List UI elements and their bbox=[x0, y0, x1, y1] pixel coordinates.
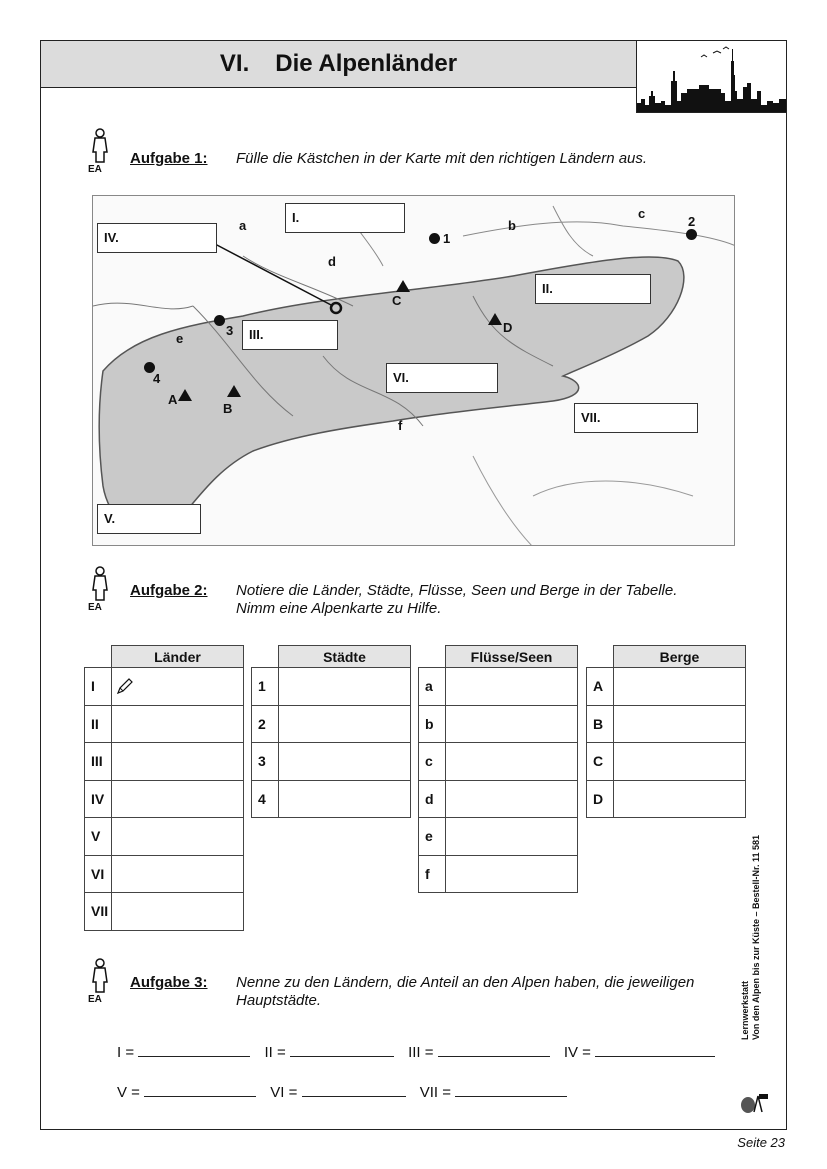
answer-cell[interactable] bbox=[614, 743, 746, 781]
mountain-label-d: D bbox=[503, 320, 513, 335]
table-row bbox=[419, 780, 578, 818]
answer-cell[interactable] bbox=[614, 780, 746, 818]
river-label-a: a bbox=[239, 218, 247, 233]
answer-line-iv[interactable] bbox=[595, 1043, 715, 1057]
river-label-c: c bbox=[638, 206, 646, 221]
answer-line-i[interactable] bbox=[138, 1043, 250, 1057]
row-key: III bbox=[85, 743, 112, 781]
table-row bbox=[419, 743, 578, 781]
map-box-iii[interactable]: III. bbox=[242, 320, 338, 350]
river-label-e: e bbox=[176, 331, 184, 346]
answer-line-iii[interactable] bbox=[438, 1043, 550, 1057]
table-header-staedte: Städte bbox=[279, 646, 411, 668]
title-bar bbox=[40, 40, 637, 88]
answer-cell[interactable] bbox=[279, 780, 411, 818]
answer-label-ii: II = bbox=[264, 1044, 286, 1061]
table-row bbox=[85, 743, 244, 781]
table-staedte bbox=[251, 645, 411, 818]
task2-label: Aufgabe 2: bbox=[130, 582, 208, 599]
answer-label-v: V = bbox=[117, 1084, 140, 1101]
table-row bbox=[419, 818, 578, 856]
row-key: c bbox=[419, 743, 446, 781]
answer-cell[interactable] bbox=[112, 668, 244, 706]
table-row bbox=[85, 780, 244, 818]
river-label-d: d bbox=[328, 254, 336, 269]
row-key: I bbox=[85, 668, 112, 706]
answer-cell[interactable] bbox=[446, 780, 578, 818]
task2-text bbox=[236, 582, 677, 618]
row-key: b bbox=[419, 705, 446, 743]
answer-cell[interactable] bbox=[279, 668, 411, 706]
row-key: 3 bbox=[252, 743, 279, 781]
city-dot-3 bbox=[214, 315, 225, 326]
ea-badge: EA bbox=[88, 602, 102, 613]
student-icon bbox=[90, 958, 110, 1006]
berlin-skyline-image bbox=[636, 40, 787, 113]
row-key: 1 bbox=[252, 668, 279, 706]
map-box-v[interactable]: V. bbox=[97, 504, 201, 534]
answer-line-vii[interactable] bbox=[455, 1083, 567, 1097]
table-row bbox=[85, 705, 244, 743]
answer-label-vii: VII = bbox=[419, 1084, 452, 1101]
answer-label-iv: IV = bbox=[563, 1044, 591, 1061]
table-row bbox=[587, 780, 746, 818]
side-imprint bbox=[740, 835, 762, 1040]
task2-text-line2: Nimm eine Alpenkarte zu Hilfe. bbox=[236, 600, 442, 617]
task1-label: Aufgabe 1: bbox=[130, 150, 208, 167]
row-key: C bbox=[587, 743, 614, 781]
publisher-logo bbox=[740, 1090, 768, 1114]
task3-label: Aufgabe 3: bbox=[130, 974, 208, 991]
table-header-laender: Länder bbox=[112, 646, 244, 668]
table-row bbox=[419, 668, 578, 706]
answer-cell[interactable] bbox=[614, 705, 746, 743]
side-imprint-line2: Von den Alpen bis zur Küste – Bestell-Nr. 11 581 bbox=[751, 834, 761, 1040]
mountain-label-a: A bbox=[168, 392, 178, 407]
row-key: 2 bbox=[252, 705, 279, 743]
row-key: d bbox=[419, 780, 446, 818]
row-key: A bbox=[587, 668, 614, 706]
side-imprint-line1: Lernwerkstatt bbox=[740, 980, 750, 1040]
map-box-ii[interactable]: II. bbox=[535, 274, 651, 304]
mountain-icon-a bbox=[178, 389, 192, 401]
task3-text-line1: Nenne zu den Ländern, die Anteil an den Alpen haben, die jeweiligen bbox=[236, 974, 695, 991]
row-key: IV bbox=[85, 780, 112, 818]
map-box-i[interactable]: I. bbox=[285, 203, 405, 233]
map-box-iv[interactable]: IV. bbox=[97, 223, 217, 253]
table-row bbox=[419, 705, 578, 743]
table-laender bbox=[84, 645, 244, 931]
table-header-fluesse: Flüsse/Seen bbox=[446, 646, 578, 668]
row-key: VI bbox=[85, 855, 112, 893]
city-label-1: 1 bbox=[443, 231, 451, 246]
mountain-label-c: C bbox=[392, 293, 402, 308]
answer-cell[interactable] bbox=[614, 668, 746, 706]
mountain-icon-c bbox=[396, 280, 410, 292]
answer-cell[interactable] bbox=[112, 818, 244, 856]
task3-text-line2: Hauptstädte. bbox=[236, 992, 322, 1009]
answer-cell[interactable] bbox=[279, 743, 411, 781]
table-row bbox=[252, 780, 411, 818]
table-row bbox=[587, 743, 746, 781]
table-row bbox=[85, 855, 244, 893]
answer-cell[interactable] bbox=[446, 668, 578, 706]
answer-line-vi[interactable] bbox=[302, 1083, 406, 1097]
chapter-number: VI. bbox=[219, 50, 250, 77]
answer-label-iii: III = bbox=[408, 1044, 434, 1061]
table-row bbox=[419, 855, 578, 893]
student-icon bbox=[90, 566, 110, 614]
row-key: VII bbox=[85, 893, 112, 931]
answer-cell[interactable] bbox=[112, 893, 244, 931]
table-header-berge: Berge bbox=[614, 646, 746, 668]
answer-cell[interactable] bbox=[446, 743, 578, 781]
answer-cell[interactable] bbox=[112, 855, 244, 893]
mountain-icon-d bbox=[488, 313, 502, 325]
page-title: Die Alpenländer bbox=[275, 50, 458, 77]
table-row bbox=[587, 705, 746, 743]
answer-row-2 bbox=[117, 1083, 577, 1101]
river-label-f: f bbox=[398, 418, 403, 433]
row-key: a bbox=[419, 668, 446, 706]
table-row bbox=[252, 705, 411, 743]
row-key: f bbox=[419, 855, 446, 893]
answer-label-vi: VI = bbox=[270, 1084, 298, 1101]
task2-text-line1: Notiere die Länder, Städte, Flüsse, Seen und Berge in der Tabelle. bbox=[236, 582, 678, 599]
answer-cell[interactable] bbox=[112, 743, 244, 781]
city-label-3: 3 bbox=[226, 323, 234, 338]
answer-cell[interactable] bbox=[446, 855, 578, 893]
answer-line-v[interactable] bbox=[144, 1083, 256, 1097]
city-dot-2 bbox=[686, 229, 697, 240]
row-key: 4 bbox=[252, 780, 279, 818]
student-icon bbox=[90, 128, 110, 176]
answer-row-1 bbox=[117, 1043, 715, 1061]
row-key: B bbox=[587, 705, 614, 743]
city-label-4: 4 bbox=[153, 371, 161, 386]
table-row bbox=[252, 668, 411, 706]
answer-cell[interactable] bbox=[112, 780, 244, 818]
answer-cell[interactable] bbox=[446, 705, 578, 743]
table-row bbox=[587, 668, 746, 706]
table-row bbox=[252, 743, 411, 781]
city-label-2: 2 bbox=[688, 214, 696, 229]
answer-cell[interactable] bbox=[112, 705, 244, 743]
publisher-logo-icon bbox=[740, 1090, 768, 1114]
table-row bbox=[85, 668, 244, 706]
ea-badge: EA bbox=[88, 164, 102, 175]
answer-label-i: I = bbox=[117, 1044, 135, 1061]
answer-line-ii[interactable] bbox=[290, 1043, 394, 1057]
table-fluesse-seen bbox=[418, 645, 578, 893]
row-key: e bbox=[419, 818, 446, 856]
task1-text: Fülle die Kästchen in der Karte mit den richtigen Ländern aus. bbox=[236, 150, 648, 167]
city-dot-1 bbox=[429, 233, 440, 244]
map-box-vii[interactable]: VII. bbox=[574, 403, 698, 433]
alps-map bbox=[92, 195, 735, 546]
answer-cell[interactable] bbox=[446, 818, 578, 856]
table-berge bbox=[586, 645, 746, 818]
river-label-b: b bbox=[508, 218, 516, 233]
ea-badge: EA bbox=[88, 994, 102, 1005]
row-key: V bbox=[85, 818, 112, 856]
answer-cell[interactable] bbox=[279, 705, 411, 743]
pencil-icon bbox=[116, 677, 134, 695]
mountain-icon-b bbox=[227, 385, 241, 397]
map-box-vi[interactable]: VI. bbox=[386, 363, 498, 393]
task3-text bbox=[236, 974, 694, 1010]
row-key: D bbox=[587, 780, 614, 818]
table-row bbox=[85, 818, 244, 856]
mountain-label-b: B bbox=[223, 401, 233, 416]
table-row bbox=[85, 893, 244, 931]
page-number: Seite 23 bbox=[737, 1135, 785, 1150]
row-key: II bbox=[85, 705, 112, 743]
skyline-icon bbox=[637, 41, 786, 112]
